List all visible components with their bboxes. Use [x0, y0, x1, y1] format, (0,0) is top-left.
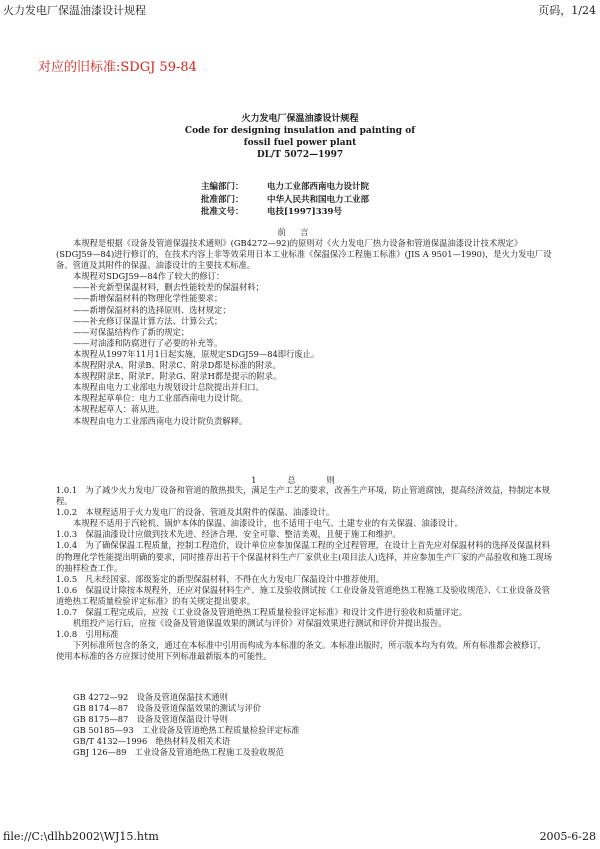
meta-row: 批准文号： 电技[1997]339号: [201, 207, 342, 217]
paragraph: 1.0.7 保温工程完成后，应按《工业设备及管道绝热工程质量检验评定标准》和设计文件进行验收和质量评定。: [56, 607, 468, 618]
general-body: [56, 485, 552, 663]
doc-title-en-2: fossil fuel power plant: [243, 138, 357, 148]
reference-item: GB 8175—87 设备及管道保温设计导则: [73, 714, 228, 725]
paragraph: ——新增保温材料的物理化学性能要求；: [73, 293, 223, 304]
foreword-heading: 前言: [277, 228, 323, 238]
paragraph: 本规程起草单位：电力工业部西南电力设计院。: [73, 393, 248, 404]
doc-meta: [201, 181, 369, 219]
paragraph: 下列标准所包含的条文，通过在本标准中引用而构成为本标准的条文。本标准出版时，所示版本均为有效。所有标准都会被修订，使用本标准的各方应探讨使用下列标准最新版本的可能性。: [56, 640, 546, 662]
paragraph: ——新增保温材料的选择原则、选材规定；: [73, 304, 231, 315]
paragraph: 1.0.8 引用标准: [56, 629, 119, 640]
page-header: [0, 0, 600, 18]
paragraph: 1.0.4 为了确保保温工程质量，控制工程造价，设计单位应参加保温工程的全过程管理，在设计上首先应对保温材料的选择及保温材料的物理化学性能提出明确的要求，同时推荐出若干个保温材料生产厂家供业主(项目法人)选择，并应参加生产厂家的产品验收和施工现场的抽样检查工作。: [56, 540, 552, 573]
footer-path: file://C:\dlhb2002\WJ15.htm: [3, 830, 159, 843]
paragraph: 本规程从1997年11月1日起实施，原规定SDGJ59—84即行废止。: [73, 348, 320, 359]
doc-code: DL/T 5072—1997: [256, 150, 344, 160]
reference-list: [56, 692, 552, 759]
old-standard-link[interactable]: 对应的旧标准:SDGJ 59-84: [38, 60, 197, 75]
reference-item: GB 8174—87 设备及管道保温效果的测试与评价: [73, 703, 262, 714]
paragraph: ——补充修订保温计算方法、计算公式；: [73, 315, 223, 326]
paragraph: 1.0.6 保温设计除按本规程外，还应对保温材料生产、施工及验收测试按《工业设备及管道绝热工程施工及验收规范》、《工业设备及管道绝热工程质量检验评定标准》的有关规定提出要求。: [56, 584, 551, 606]
paragraph: 本规程附录A、附录B、附录C、附录D都是标准的附录。: [73, 360, 281, 371]
meta-row: 主编部门： 电力工业部西南电力设计院: [201, 182, 370, 192]
paragraph: 1.0.3 保温油漆设计应做到技术先进、经济合理、安全可靠、整洁美观，且便于施工和维护。: [56, 529, 401, 540]
reference-item: GB 4272—92 设备及管道保温技术通则: [73, 692, 228, 702]
paragraph: 本规程由电力工业部电力规划设计总院提出并归口。: [73, 382, 264, 393]
meta-row: 批准部门： 中华人民共和国电力工业部: [201, 194, 370, 205]
header-title: 火力发电厂保温油漆设计规程: [3, 4, 146, 17]
paragraph: ——补充新型保温材料，删去性能较差的保温材料；: [73, 282, 264, 293]
reference-item: GBJ 126—89 工业设备及管道绝热工程施工及验收规范: [73, 747, 285, 758]
paragraph: 本规程是根据《设备及管道保温技术通则》(GB4272—92)的原则对《火力发电厂热力设备和管道保温油漆设计技术规定》(SDGJ59—84)进行修订的，在技术内容上非等效采用日本工业标准《保温保冷工程施工标准》(JIS A 9501—1990)，是火力发电厂设备、管道及其附件的保温、油漆设计的主要技术标准。: [56, 238, 552, 271]
header-page-number: 页码，1/24: [538, 4, 596, 17]
paragraph: 本规程对SDGJ59—84作了较大的修订：: [73, 271, 225, 282]
footer-date: 2005-6-28: [539, 830, 596, 843]
foreword-body: [56, 238, 552, 427]
paragraph: 本规程附录E、附录F、附录G、附录H都是提示的附录。: [73, 371, 282, 382]
general-heading: 1 总 则: [251, 476, 349, 486]
paragraph: 1.0.1 为了减少火力发电厂设备和管道的散热损失，满足生产工艺的要求，改善生产环境，防止管道腐蚀，提高经济效益，特制定本规程。: [56, 485, 551, 507]
paragraph: 本规程不适用于汽轮机、锅炉本体的保温、油漆设计，也不适用于电气、土建专业的有关保温、油漆设计。: [73, 518, 463, 529]
paragraph: 本规程起草人：蒋从进。: [73, 404, 165, 415]
paragraph: ——对油漆和防腐进行了必要的补充等。: [73, 337, 223, 348]
paragraph: 1.0.2 本规程适用于火力发电厂的设备、管道及其附件的保温、油漆设计。: [56, 507, 335, 518]
doc-title-en-1: Code for designing insulation and painting of: [184, 126, 416, 136]
paragraph: 机组投产运行后，应按《设备及管道保温效果的测试与评价》对保温效果进行测试和评价并提出报告。: [73, 618, 447, 629]
paragraph: 1.0.5 凡未经国家、部级鉴定的新型保温材料，不得在火力发电厂保温设计中推荐使用。: [56, 573, 385, 584]
paragraph: ——对保温结构作了新的规定；: [73, 326, 190, 337]
reference-item: GB 50185—93 工业设备及管道绝热工程质量检验评定标准: [73, 725, 300, 736]
paragraph: 本规程由电力工业部西南电力设计院负责解释。: [73, 415, 248, 426]
doc-title-cn: 火力发电厂保温油漆设计规程: [241, 114, 359, 124]
reference-item: GB/T 4132—1996 绝热材料及相关术语: [73, 736, 231, 747]
